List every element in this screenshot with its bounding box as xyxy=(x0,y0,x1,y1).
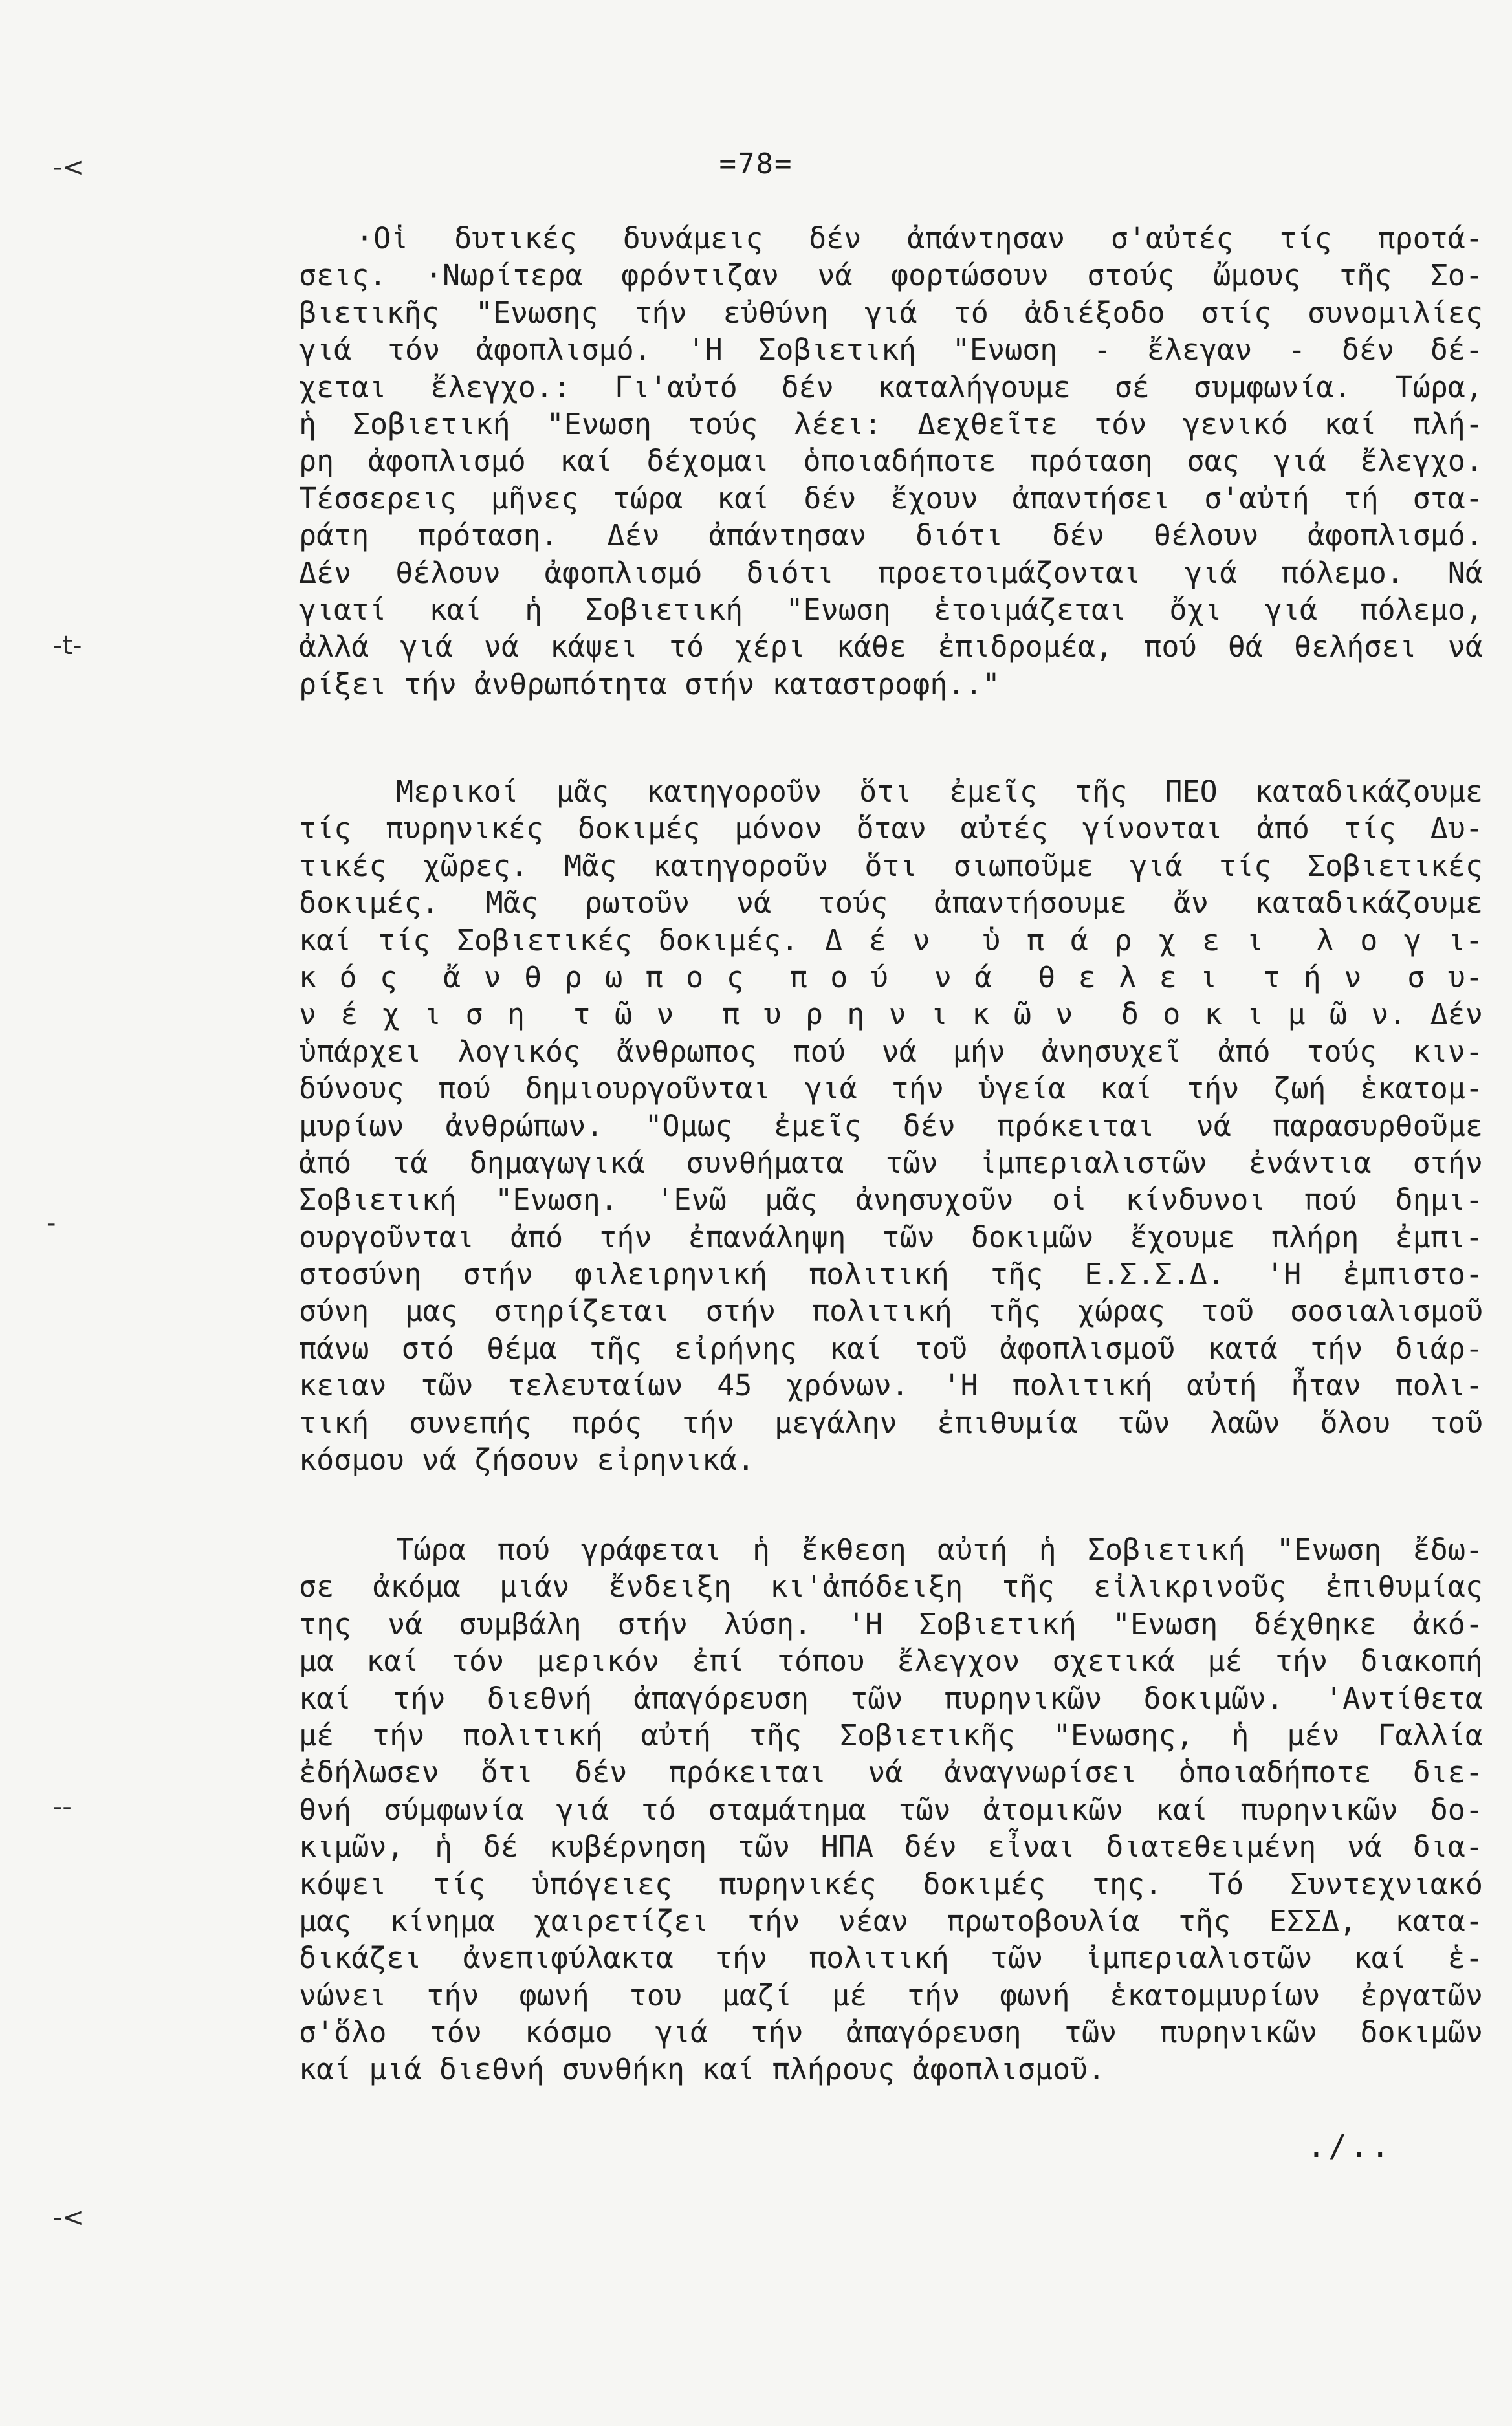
margin-mark-mid-lower: -- xyxy=(53,1792,72,1822)
text-line: σύνη μας στηρίζεται στήν πολιτική τῆς χώρας τοῦ σοσιαλισμοῦ xyxy=(299,1294,1483,1329)
text-line: ουργοῦνται ἀπό τήν ἐπανάληψη τῶν δοκιμῶν ἔχουμε πλήρη ἐμπι- xyxy=(299,1219,1483,1254)
text-line: στοσύνη στήν φιλειρηνική πολιτική τῆς Ε.Σ.Σ.Δ. 'Η ἐμπιστο- xyxy=(299,1257,1483,1292)
text-line: Σοβιετική "Ενωση. 'Ενῶ μᾶς ἀνησυχοῦν οἱ κίνδυνοι πού δημι- xyxy=(299,1183,1483,1218)
text-line: κ ό ς ἄ ν θ ρ ω π ο ς π ο ύ ν ά θ ε λ ε ι τ ή ν σ υ- xyxy=(299,959,1483,994)
text-line: καί τίς Σοβιετικές δοκιμές. Δ έ ν ὑ π ά ρ χ ε ι λ ο γ ι- xyxy=(299,923,1483,957)
text-line: Τέσσερεις μῆνες τώρα καί δέν ἔχουν ἀπαντήσει σ'αὐτή τή στα- xyxy=(299,481,1483,516)
page-number: =78= xyxy=(719,148,793,180)
text-line: γιά τόν ἀφοπλισμό. 'Η Σοβιετική "Ενωση - ἔλεγαν - δέν δέ- xyxy=(299,333,1483,367)
text-line: καί τήν διεθνή ἀπαγόρευση τῶν πυρηνικῶν δοκιμῶν. 'Αντίθετα xyxy=(299,1681,1483,1716)
text-line: σεις. ·Νωρίτερα φρόντιζαν νά φορτώσουν στούς ὤμους τῆς Σο- xyxy=(299,258,1483,293)
paragraph-2 xyxy=(299,773,1483,1478)
paragraph-1 xyxy=(299,220,1483,703)
text-line: της νά συμβάλη στήν λύση. 'Η Σοβιετική "Ενωση δέχθηκε ἀκό- xyxy=(299,1606,1483,1641)
text-line: καί μιά διεθνή συνθήκη καί πλήρους ἀφοπλισμοῦ. xyxy=(299,2052,1106,2087)
text-line: μέ τήν πολιτική αὐτή τῆς Σοβιετικῆς "Ενωσης, ἡ μέν Γαλλία xyxy=(299,1718,1483,1753)
continuation-mark: ./.. xyxy=(1307,2128,1392,2165)
text-line: γιατί καί ἡ Σοβιετική "Ενωση ἑτοιμάζεται ὄχι γιά πόλεμο, xyxy=(299,592,1483,627)
text-line: σ'ὅλο τόν κόσμο γιά τήν ἀπαγόρευση τῶν πυρηνικῶν δοκιμῶν xyxy=(299,2015,1483,2050)
text-line: τική συνεπής πρός τήν μεγάλην ἐπιθυμία τῶν λαῶν ὅλου τοῦ xyxy=(299,1405,1483,1440)
text-line: ἡ Σοβιετική "Ενωση τούς λέει: Δεχθεῖτε τόν γενικό καί πλή- xyxy=(299,406,1483,441)
text-line: χεται ἔλεγχο.: Γι'αὐτό δέν καταλήγουμε σέ συμφωνία. Τώρα, xyxy=(299,369,1483,404)
text-line: σε ἀκόμα μιάν ἔνδειξη κι'ἀπόδειξη τῆς εἰλικρινοῦς ἐπιθυμίας xyxy=(299,1569,1483,1604)
text-line: κόψει τίς ὑπόγειες πυρηνικές δοκιμές της. Τό Συντεχνιακό xyxy=(299,1866,1483,1901)
text-line: ν έ χ ι σ η τ ῶ ν π υ ρ η ν ι κ ῶ ν δ ο κ ι μ ῶ ν. Δέν xyxy=(299,997,1483,1032)
margin-mark-top: -< xyxy=(53,153,84,182)
text-line: μας κίνημα χαιρετίζει τήν νέαν πρωτοβουλία τῆς ΕΣΣΔ, κατα- xyxy=(299,1903,1483,1938)
text-line: δικάζει ἀνεπιφύλακτα τήν πολιτική τῶν ἰμπεριαλιστῶν καί ἑ- xyxy=(299,1941,1483,1976)
margin-mark-bottom: -< xyxy=(53,2203,84,2233)
text-line: ἀπό τά δημαγωγικά συνθήματα τῶν ἰμπεριαλιστῶν ἐνάντια στήν xyxy=(299,1145,1483,1180)
text-line: θνή σύμφωνία γιά τό σταμάτημα τῶν ἀτομικῶν καί πυρηνικῶν δο- xyxy=(299,1792,1483,1827)
text-line: δοκιμές. Μᾶς ρωτοῦν νά τούς ἀπαντήσουμε ἄν καταδικάζουμε xyxy=(299,886,1483,921)
margin-mark-mid-upper: -t- xyxy=(53,631,82,661)
text-line: τίς πυρηνικές δοκιμές μόνον ὅταν αὐτές γίνονται ἀπό τίς Δυ- xyxy=(299,811,1483,846)
text-line: ράτη πρόταση. Δέν ἀπάντησαν διότι δέν θέλουν ἀφοπλισμό. xyxy=(299,518,1483,553)
text-line: ·Οἱ δυτικές δυνάμεις δέν ἀπάντησαν σ'αὐτές τίς προτά- xyxy=(356,221,1483,256)
text-line: βιετικῆς "Ενωσης τήν εὐθύνη γιά τό ἀδιέξοδο στίς συνομιλίες xyxy=(299,295,1483,330)
text-line: Δέν θέλουν ἀφοπλισμό διότι προετοιμάζονται γιά πόλεμο. Νά xyxy=(299,555,1483,590)
text-line: ρίξει τήν ἀνθρωπότητα στήν καταστροφή.." xyxy=(299,666,1000,701)
text-line: τικές χῶρες. Μᾶς κατηγοροῦν ὅτι σιωποῦμε γιά τίς Σοβιετικές xyxy=(299,848,1483,883)
paragraph-3 xyxy=(299,1531,1483,2088)
text-line: ρη ἀφοπλισμό καί δέχομαι ὁποιαδήποτε πρόταση σας γιά ἔλεγχο. xyxy=(299,444,1483,479)
text-line: νώνει τήν φωνή του μαζί μέ τήν φωνή ἑκατομμυρίων ἐργατῶν xyxy=(299,1978,1483,2013)
text-line: πάνω στό θέμα τῆς εἰρήνης καί τοῦ ἀφοπλισμοῦ κατά τήν διάρ- xyxy=(299,1331,1483,1366)
text-line: Τώρα πού γράφεται ἡ ἔκθεση αὐτή ἡ Σοβιετική "Ενωση ἔδω- xyxy=(396,1533,1483,1567)
text-line: δύνους πού δημιουργοῦνται γιά τήν ὑγεία καί τήν ζωή ἑκατομ- xyxy=(299,1071,1483,1106)
text-line: ὑπάρχει λογικός ἄνθρωπος πού νά μήν ἀνησυχεῖ ἀπό τούς κιν- xyxy=(299,1034,1483,1069)
text-line: ἀλλά γιά νά κάψει τό χέρι κάθε ἐπιδρομέα, πού θά θελήσει νά xyxy=(299,629,1483,664)
text-line: μυρίων ἀνθρώπων. "Ομως ἐμεῖς δέν πρόκειται νά παρασυρθοῦμε xyxy=(299,1108,1483,1143)
text-line: μα καί τόν μερικόν ἐπί τόπου ἔλεγχον σχετικά μέ τήν διακοπή xyxy=(299,1644,1483,1679)
text-line: κειαν τῶν τελευταίων 45 χρόνων. 'Η πολιτική αὐτή ἦταν πολι- xyxy=(299,1368,1483,1403)
text-line: κιμῶν, ἡ δέ κυβέρνηση τῶν ΗΠΑ δέν εἶναι διατεθειμένη νά δια- xyxy=(299,1830,1483,1864)
margin-mark-mid: - xyxy=(47,1208,56,1238)
text-line: ἐδήλωσεν ὅτι δέν πρόκειται νά ἀναγνωρίσει ὁποιαδήποτε διε- xyxy=(299,1755,1483,1790)
text-line: κόσμου νά ζήσουν εἰρηνικά. xyxy=(299,1443,755,1478)
text-line: Μερικοί μᾶς κατηγοροῦν ὅτι ἐμεῖς τῆς ΠΕΟ καταδικάζουμε xyxy=(396,774,1483,809)
